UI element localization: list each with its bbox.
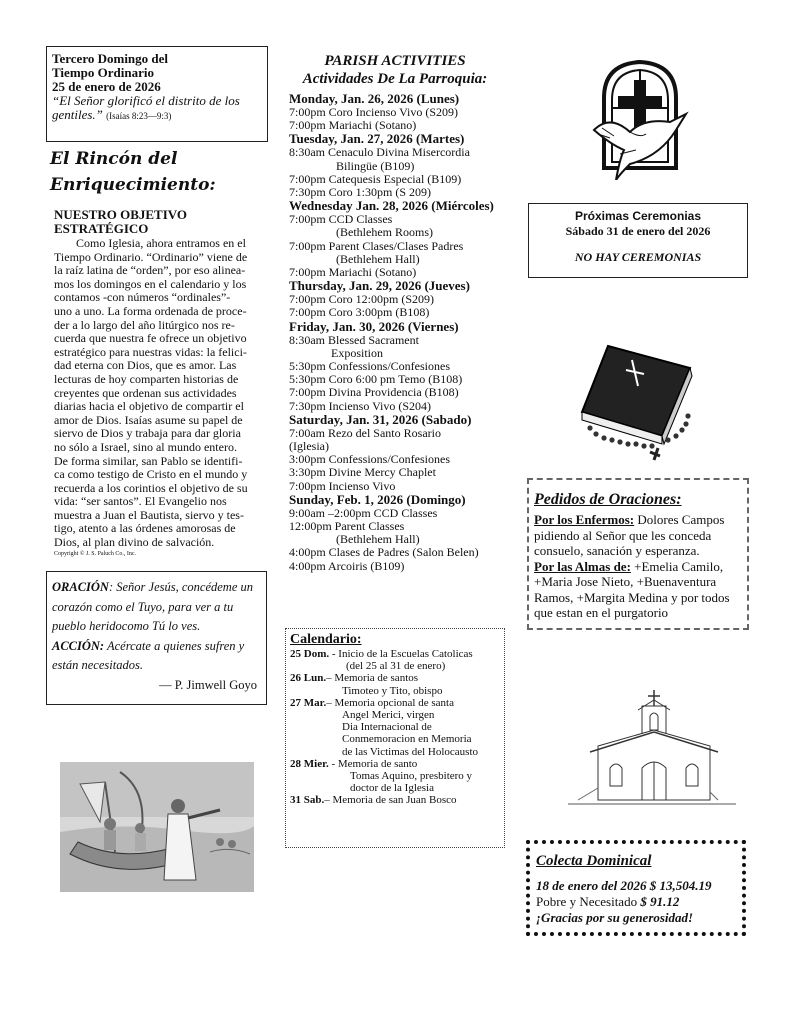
article-line: muestra a Juan el Bautista, siervo y tes- — [54, 507, 244, 522]
activity-item: 7:00pm CCD Classes — [289, 212, 393, 227]
jesus-fishermen-illustration — [60, 762, 254, 892]
copyright: Copyright © J. S. Paluch Co., Inc. — [54, 550, 137, 557]
ceremonias-box — [528, 203, 748, 278]
article-line: creyentes que ordenan sus actividades — [54, 385, 237, 400]
calendar-entry: 28 Mier. - Memoria de santo — [290, 757, 418, 770]
activity-day: Friday, Jan. 30, 2026 (Viernes) — [289, 318, 459, 334]
article-line: vida: “ser santos”. El Evangelio nos — [54, 494, 227, 509]
activity-item: 7:00am Rezo del Santo Rosario — [289, 425, 441, 440]
colecta-title: Colecta Dominical — [536, 853, 652, 869]
activity-item: 7:30pm Incienso Vivo (S204) — [289, 398, 432, 413]
activity-item: (Bethlehem Hall) — [336, 251, 420, 266]
activity-day: Wednesday Jan. 28, 2026 (Miércoles) — [289, 198, 494, 214]
calendario-box: Calendario: 25 Dom. - Inicio de la Escuelas Catolicas (del 25 al 31 de enero) 26 Lun.– Memoria de santos Timoteo y Tito, obispo 27 Mar.– Memoria opcional de santa Angel Merici, virgen Dia Internacional de Conmemoracion en Memoria de las Victimas del Holocausto 28 Mier. - Memoria de santo Tomas Aquino, presbitero y doctor de la Iglesia 31 Sab.– Memoria de san Juan Bosco — [285, 628, 505, 848]
calendar-day: 27 Mar. — [290, 696, 327, 709]
activity-item: 7:30pm Coro 1:30pm (S 209) — [289, 185, 432, 200]
article-line: ca como testigo de Cristo en el mundo y — [54, 467, 248, 482]
calendar-entry: 26 Lun.– Memoria de santos — [290, 672, 419, 685]
activity-item: Exposition — [331, 345, 384, 360]
article-body — [54, 237, 272, 550]
colecta-box — [526, 840, 746, 936]
pedidos-title: Pedidos de Oraciones: — [534, 491, 682, 508]
calendar-day: 31 Sab. — [290, 794, 325, 807]
rincon-title — [50, 146, 270, 198]
activity-day: Saturday, Jan. 31, 2026 (Sabado) — [289, 411, 472, 427]
activity-item: 8:30am Cenaculo Divina Misercordia — [289, 145, 470, 160]
activities-title — [286, 52, 504, 89]
article-line: siervo de Dios y trabaja para dar gloria — [54, 426, 241, 441]
rincon-title-line1: El Rincón del — [50, 149, 178, 169]
article-line: Dios, al plan divino de salvación. — [54, 535, 215, 550]
activity-day: Monday, Jan. 26, 2026 (Lunes) — [289, 91, 460, 106]
activity-item: 12:00pm Parent Classes — [289, 519, 405, 534]
activity-day: Thursday, Jan. 29, 2026 (Jueves) — [289, 278, 470, 294]
activity-day: Tuesday, Jan. 27, 2026 (Martes) — [289, 131, 465, 147]
article-line: Como Iglesia, ahora entramos en el — [76, 236, 246, 250]
article-line: amor de Dios. Isaías asume su papel de — [54, 412, 243, 427]
church-illustration — [568, 688, 736, 810]
activity-item: 7:00pm Divina Providencia (B108) — [289, 385, 459, 400]
dove-cross-illustration — [590, 58, 690, 180]
article-heading-2: ESTRATÉGICO — [54, 221, 149, 236]
sunday-date: 25 de enero de 2026 — [52, 79, 161, 94]
colecta-thanks: ¡Gracias por su generosidad! — [536, 910, 694, 925]
sunday-box — [46, 46, 268, 142]
calendar-day: 26 Lun. — [290, 672, 327, 685]
activity-item: 4:00pm Arcoiris (B109) — [289, 558, 405, 573]
activity-item: Bilingüe (B109) — [336, 158, 415, 173]
activity-item: 5:30pm Confessions/Confesiones — [289, 359, 450, 374]
article-line: Tiempo Ordinario. “Ordinario” viene de — [54, 249, 248, 264]
activity-item: 7:00pm Catequesis Especial (B109) — [289, 171, 462, 186]
oracion-label: ORACIÓN — [52, 580, 109, 594]
article-line: De forma similar, san Pablo se identifi- — [54, 453, 243, 468]
activities-list — [289, 92, 504, 573]
activities-title-es: Actividades De La Parroquia: — [302, 71, 488, 87]
article-line: tigo, atento a las órdenes amorosas de — [54, 521, 236, 536]
almas-text: +Emelia Camilo, +Maria Jose Nieto, +Buenaventura Ramos, +Margita Medina y por todos que estan en el purgatorio — [534, 558, 730, 620]
activity-item: 7:00pm Coro Incienso Vivo (S209) — [289, 105, 459, 119]
enfermos-label: Por los Enfermos: — [534, 512, 635, 527]
activity-item: 3:30pm Divine Mercy Chaplet — [289, 465, 436, 480]
calendar-day: 25 Dom. — [290, 648, 330, 660]
activity-item: 7:00pm Coro 12:00pm (S209) — [289, 292, 435, 307]
colecta-line1: 18 de enero del 2026 $ 13,504.19 — [536, 878, 712, 893]
article-line: estratégico para nuestras vidas: la felici- — [54, 344, 247, 359]
pedidos-box — [527, 478, 749, 630]
activity-item: 7:00pm Incienso Vivo — [289, 478, 396, 493]
almas-label: Por las Almas de: — [534, 558, 631, 574]
accion-text: Acércate a quienes sufren y están necesitados. — [52, 638, 245, 672]
oracion-box — [46, 571, 267, 705]
calendar-entry: 27 Mar.– Memoria opcional de santa — [290, 696, 454, 709]
activities-title-en: PARISH ACTIVITIES — [324, 53, 466, 69]
article-line: contamos -con números “ordinales”- — [54, 290, 231, 305]
enfermos-text: Dolores Campos pidiendo al Señor que les conceda consuelo, sanación y esperanza. — [534, 512, 725, 558]
bible-rosary-illustration — [578, 340, 702, 464]
oracion-signature: — P. Jimwell Goyo — [159, 677, 257, 692]
activity-item: 9:00am –2:00pm CCD Classes — [289, 505, 438, 520]
article-line: der a lo largo del año litúrgico nos re- — [54, 317, 235, 332]
activity-item: 3:00pm Confessions/Confesiones — [289, 452, 450, 467]
calendar-entry: 25 Dom. - Inicio de la Escuelas Catolicas — [290, 648, 473, 660]
calendar-entry: 31 Sab.– Memoria de san Juan Bosco — [290, 794, 457, 807]
sunday-title-line1: Tercero Domingo del — [52, 51, 169, 66]
article-heading-1: NUESTRO OBJETIVO — [54, 207, 188, 222]
article-line: cuerda que nuestra fe ofrece un objetivo — [54, 331, 247, 346]
ceremonias-title: Próximas Ceremonias — [574, 209, 702, 223]
ceremonias-date: Sábado 31 de enero del 2026 — [565, 224, 711, 238]
activity-item: (Iglesia) — [289, 439, 329, 454]
activity-item: 8:30am Blessed Sacrament — [289, 332, 419, 347]
article-line: diarias hacia el objetivo de compartir el — [54, 399, 244, 414]
accion-label: ACCIÓN: — [52, 638, 105, 653]
activity-item: 5:30pm Coro 6:00 pm Temo (B108) — [289, 372, 463, 387]
activity-item: (Bethlehem Rooms) — [336, 225, 433, 240]
ceremonias-note: NO HAY CEREMONIAS — [574, 250, 702, 264]
article-line: dad eterna con Dios, que es amor. Las — [54, 358, 237, 373]
activity-day: Sunday, Feb. 1, 2026 (Domingo) — [289, 491, 466, 507]
activity-item: (Bethlehem Hall) — [336, 532, 420, 547]
sunday-quote: “El Señor glorificó el distrito de los gentiles.” — [52, 93, 240, 122]
article-line: lecturas de hoy comparten historias de — [54, 371, 239, 386]
article-line: recuerda a los corintios el objetivo de su — [54, 480, 248, 495]
sunday-title-line2: Tiempo Ordinario — [52, 65, 154, 80]
activity-item: 4:00pm Clases de Padres (Salon Belen) — [289, 545, 479, 560]
rincon-article — [54, 208, 272, 558]
calendar-day: 28 Mier. — [290, 757, 329, 770]
article-line: mos los domingos en el calendario y los — [54, 276, 247, 291]
activity-item: 7:00pm Mariachi (Sotano) — [289, 118, 417, 133]
article-line: la raíz latina de “orden”, por eso alinea- — [54, 263, 246, 278]
rincon-title-line2: Enriquecimiento: — [50, 175, 216, 195]
calendario-title: Calendario: — [290, 632, 362, 647]
colecta-line2-amount: $ 91.12 — [640, 894, 680, 909]
article-line: no sólo a Israel, sino al mundo entero. — [54, 439, 237, 454]
article-line: uno a uno. La forma ordenada de proce- — [54, 303, 247, 318]
sunday-citation: (Isaías 8:23—9:3) — [106, 111, 172, 121]
activity-item: 7:00pm Mariachi (Sotano) — [289, 265, 417, 280]
activity-item: 7:00pm Parent Clases/Clases Padres — [289, 238, 464, 253]
oracion-text: : Señor Jesús, concédeme un corazón como el Tuyo, para ver a tu pueblo heridocomo Tú lo ves. — [52, 580, 254, 633]
colecta-line2-label: Pobre y Necesitado — [536, 894, 641, 909]
activity-item: 7:00pm Coro 3:00pm (B108) — [289, 305, 430, 320]
